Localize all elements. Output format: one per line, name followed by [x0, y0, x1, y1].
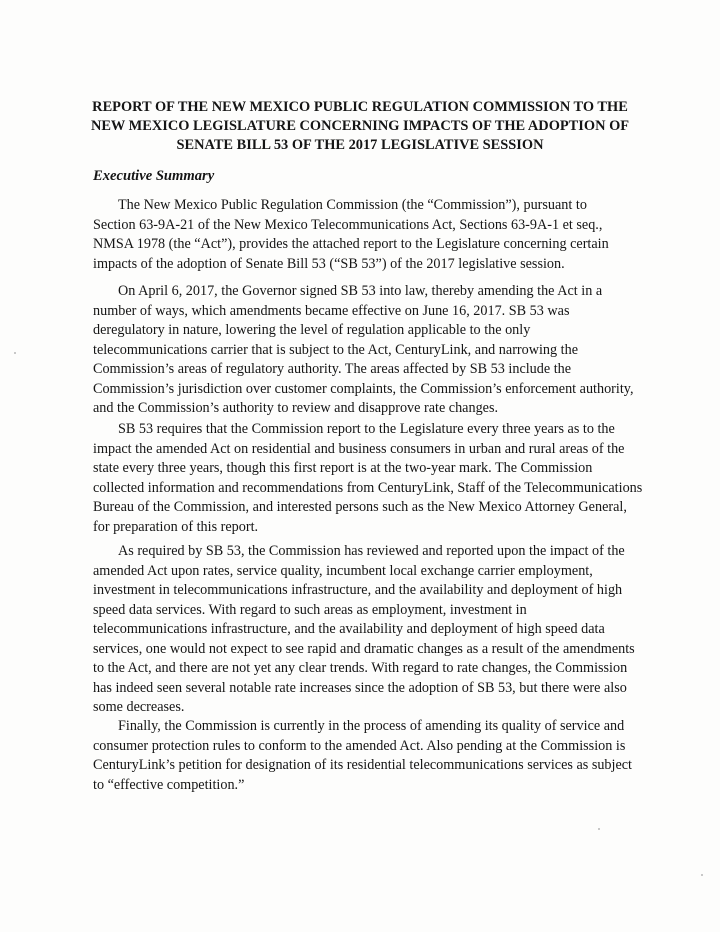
text-line: Section 63-9A-21 of the New Mexico Telecommunications Act, Sections 63-9A-1 et seq.,: [93, 216, 603, 233]
text-line: SB 53 requires that the Commission report to the Legislature every three years as to the: [118, 421, 615, 437]
text-line: impact the amended Act on residential and business consumers in urban and rural areas of the: [93, 440, 625, 457]
text-line: telecommunications infrastructure, and the availability and deployment of high speed data: [93, 621, 605, 637]
text-line: telecommunications carrier that is subject to the Act, CenturyLink, and narrowing the: [93, 341, 578, 358]
scan-speck: [701, 874, 703, 876]
text-line: consumer protection rules to conform to the amended Act. Also pending at the Commission is: [93, 737, 626, 754]
text-line: Bureau of the Commission, and interested persons such as the New Mexico Attorney General,: [93, 499, 627, 515]
text-line: deregulatory in nature, lowering the level of regulation applicable to the only: [93, 322, 531, 338]
report-title: [90, 98, 630, 155]
paragraph-law-signed: [93, 282, 634, 419]
text-line: NMSA 1978 (the “Act”), provides the attached report to the Legislature concerning certain: [93, 236, 609, 252]
text-line: Commission’s jurisdiction over customer complaints, the Commission’s enforcement authority,: [93, 380, 634, 397]
title-line: NEW MEXICO LEGISLATURE CONCERNING IMPACTS OF THE ADOPTION OF: [90, 118, 630, 134]
executive-summary-heading: Executive Summary: [93, 168, 215, 184]
text-line: impacts of the adoption of Senate Bill 53 (“SB 53”) of the 2017 legislative session.: [93, 255, 565, 272]
text-line: and the Commission’s authority to review and disapprove rate changes.: [93, 400, 499, 416]
text-line: to the Act, and there are not yet any clear trends. With regard to rate changes, the Commission: [93, 660, 628, 676]
text-line: number of ways, which amendments became effective on June 16, 2017. SB 53 was: [93, 302, 570, 319]
text-line: CenturyLink’s petition for designation of its residential telecommunications services as subject: [93, 757, 632, 773]
paragraph-pending-matters: [93, 717, 632, 795]
text-line: for preparation of this report.: [93, 518, 259, 535]
paragraph-report-requirement: [93, 420, 642, 537]
text-line: investment in telecommunications infrastructure, and the availability and deployment of high: [93, 582, 623, 598]
text-line: collected information and recommendations from CenturyLink, Staff of the Telecommunications: [93, 479, 643, 496]
text-line: On April 6, 2017, the Governor signed SB 53 into law, thereby amending the Act in a: [118, 283, 603, 299]
text-line: Finally, the Commission is currently in the process of amending its quality of service and: [118, 718, 625, 734]
title-line: REPORT OF THE NEW MEXICO PUBLIC REGULATION COMMISSION TO THE: [92, 99, 628, 115]
text-line: The New Mexico Public Regulation Commission (the “Commission”), pursuant to: [118, 197, 587, 213]
scan-speck: [14, 352, 16, 354]
text-line: some decreases.: [93, 699, 185, 715]
paragraph-intro: [93, 196, 609, 274]
text-line: state every three years, though this first report is at the two-year mark. The Commission: [93, 460, 593, 476]
text-line: Commission’s areas of regulatory authority. The areas affected by SB 53 include the: [93, 361, 572, 377]
text-line: services, one would not expect to see rapid and dramatic changes as a result of the amendments: [93, 640, 635, 657]
text-line: to “effective competition.”: [93, 776, 245, 793]
paragraph-review-findings: [93, 542, 635, 718]
text-line: has indeed seen several notable rate increases since the adoption of SB 53, but there were also: [93, 679, 627, 696]
title-line: SENATE BILL 53 OF THE 2017 LEGISLATIVE SESSION: [176, 137, 544, 153]
text-line: speed data services. With regard to such areas as employment, investment in: [93, 601, 527, 618]
scan-speck: [598, 828, 600, 830]
text-line: amended Act upon rates, service quality, incumbent local exchange carrier employment,: [93, 562, 593, 579]
text-line: As required by SB 53, the Commission has reviewed and reported upon the impact of the: [118, 543, 625, 559]
